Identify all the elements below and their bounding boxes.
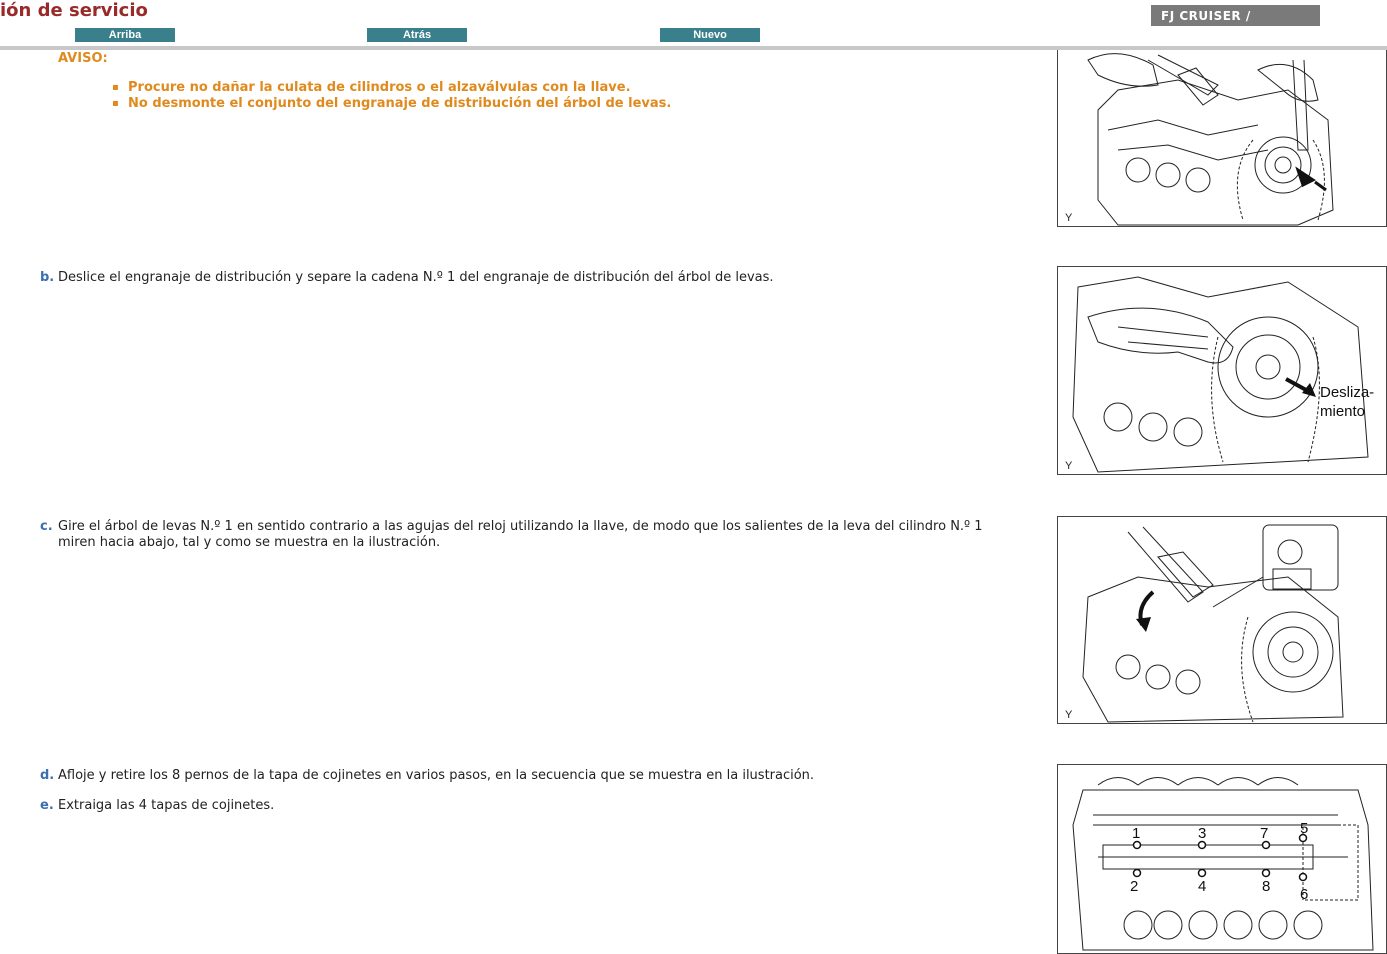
step-letter: c. — [40, 519, 53, 534]
bolt-number: 3 — [1198, 825, 1207, 842]
figure-corner-label: Y — [1065, 709, 1073, 721]
slide-callout: Desliza- — [1320, 384, 1375, 401]
bolt-number: 7 — [1260, 825, 1269, 842]
slide-callout: miento — [1320, 403, 1366, 420]
engine-illustration — [1058, 267, 1387, 475]
bolt-number: 1 — [1132, 825, 1141, 842]
page-title: ión de servicio — [0, 0, 148, 21]
notice-item: ▪ Procure no dañar la culata de cilindros o el alzaválvulas con la llave. — [112, 80, 671, 96]
step-text: Deslice el engranaje de distribución y separe la cadena N.º 1 del engranaje de distribución del árbol de levas. — [58, 270, 774, 285]
bolt-number: 8 — [1262, 878, 1271, 895]
figure-wrench-camshaft — [1057, 50, 1387, 227]
figure-bolt-sequence — [1057, 764, 1387, 954]
step-text: Afloje y retire los 8 pernos de la tapa de cojinetes en varios pasos, en la secuencia que se muestra en la ilustración. — [58, 768, 815, 783]
step-e — [40, 798, 1030, 814]
bolt-number: 4 — [1198, 878, 1207, 895]
model-badge: FJ CRUISER / — [1151, 5, 1320, 26]
figure-corner-label: Y — [1065, 212, 1073, 224]
engine-illustration — [1058, 50, 1387, 227]
bolt-number: 5 — [1300, 820, 1309, 837]
nav-back-button[interactable]: Atrás — [367, 28, 467, 42]
step-text: Gire el árbol de levas N.º 1 en sentido contrario a las agujas del reloj utilizando la llave, de modo que los salientes de la leva del cilindro N.º 1 miren hacia abajo, tal y como se muestra en la ilustración. — [58, 519, 983, 550]
step-text: Extraiga las 4 tapas de cojinetes. — [58, 798, 275, 813]
bolt-number: 6 — [1300, 886, 1309, 903]
step-letter: b. — [40, 270, 55, 285]
figure-rotate-camshaft — [1057, 516, 1387, 724]
notice-list — [112, 80, 671, 112]
nav-top-button[interactable]: Arriba — [75, 28, 175, 42]
engine-illustration — [1058, 517, 1387, 724]
step-c — [40, 519, 1030, 551]
figure-slide-gear — [1057, 266, 1387, 475]
step-d — [40, 768, 1030, 784]
bolt-number: 2 — [1130, 878, 1139, 895]
cylinder-head-illustration — [1058, 765, 1387, 954]
notice-label: AVISO: — [58, 51, 108, 66]
step-letter: e. — [40, 798, 54, 813]
nav-new-button[interactable]: Nuevo — [660, 28, 760, 42]
figure-corner-label: Y — [1065, 460, 1073, 472]
step-letter: d. — [40, 768, 55, 783]
notice-item: ▪ No desmonte el conjunto del engranaje de distribución del árbol de levas. — [112, 96, 671, 112]
step-b — [40, 270, 1030, 286]
